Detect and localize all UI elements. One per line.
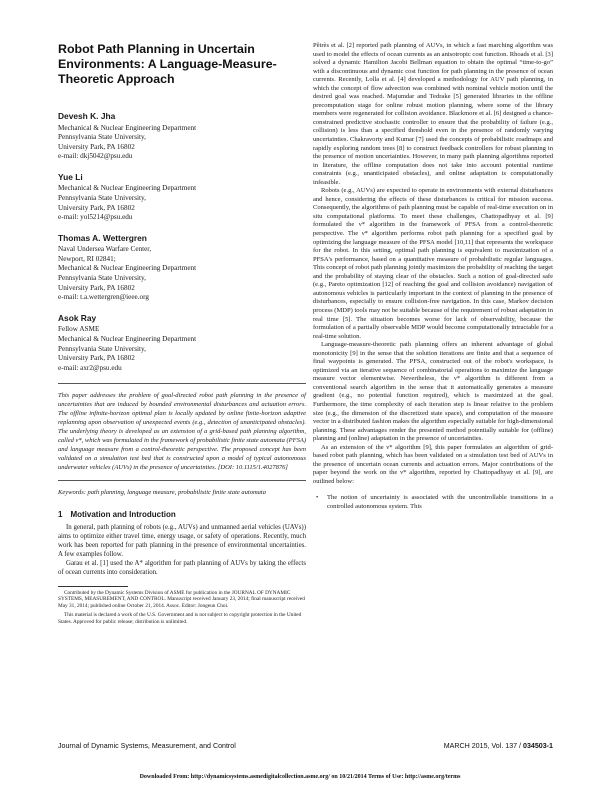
abstract: This paper addresses the problem of goal-directed robot path planning in the presence of uncertainties that are induced by bounded environmental disturbances and actuation errors. The offline infinite-horizon optimal plan is locally updated by online finite-horizon adaptive replanning upon observation of unexpected events (e.g., detection of unanticipated obstacles). The underlying theory is developed as an extension of a grid-based path planning algorithm, called ν*, which was formulated in the framework of probabilistic finite state automata (PFSA) and language measure from a control-theoretic perspective. The proposed concept has been validated on a simulation test bed that is constructed upon a model of typical autonomous underwater vehicles (AUVs) in the presence of uncertainties. [DOI: 10.1115/1.4027876] <box>58 392 306 471</box>
divider <box>58 480 306 481</box>
author-email: e-mail: axr2@psu.edu <box>58 363 122 372</box>
affiliation-line: University Park, PA 16802 <box>58 283 135 292</box>
section-heading <box>58 510 306 519</box>
affiliation-line: Pennsylvania State University, <box>58 133 146 142</box>
affiliation-line: Mechanical & Nuclear Engineering Department <box>58 123 197 132</box>
right-column <box>313 42 553 512</box>
author-name: Thomas A. Wettergren <box>58 232 147 243</box>
left-column <box>58 42 306 627</box>
affiliation-line: Mechanical & Nuclear Engineering Department <box>58 184 197 193</box>
affiliation-line: Naval Undersea Warfare Center, <box>58 245 152 254</box>
body-paragraph: As an extension of the ν* algorithm [9], this paper formulates an algorithm of grid-based robot path planning, which has been validated on a simulation test bed of AUVs in the presence of uncertain ocean currents and actuation errors. Major contributions of the paper beyond the work on the ν* algorithm, reported by Chattopadhyay et al. [9], are outlined below: <box>313 443 553 485</box>
author-block <box>58 172 306 223</box>
footnote: Contributed by the Dynamic Systems Division of ASME for publication in the JOURNAL OF DYNAMIC SYSTEMS, MEASUREMENT, AND CONTROL. Manuscript received January 23, 2014; final manuscript received May 31, 2014; published online October 21, 2014. Assoc. Editor: Jongeun Choi. <box>58 589 305 610</box>
page-id: 034503-1 <box>523 742 553 750</box>
affiliation-line: Mechanical & Nuclear Engineering Department <box>58 334 197 343</box>
body-paragraph: Robots (e.g., AUVs) are expected to operate in environments with external disturbances and hence, considering the effects of these disturbances is critical for mission success. Consequently, the algorithms of path planning must be capable of real-time execution on in situ computational platforms. To meet these challenges, Chattopadhyay et al. [9] formulated the ν* algorithm in the framework of PFSA from a control-theoretic perspective. The ν* algorithm performs robot path planning for a specified goal by optimizing the language measure of the PFSA model [10,11] that represents the workspace for the robot. In this setting, optimal path planning is equivalent to maximization of a PFSA's performance, based on a quantitative measure of probabilistic regular languages. This concept of robot path planning jointly maximizes the probability of reaching the target and the probability of staying clear of the obstacles. Such a notion of goal-directed safe (e.g., Pareto optimization [12] of reaching the goal and collision avoidance) navigation of autonomous vehicles is particularly important in the context of planning in the presence of disturbances, especially to ensure collision-free navigation. In this case, Markov decision process (MDP) tools may not be suitable because of the requirement of robust adaptation in real time [5]. The situation becomes worse for lack of observability, because the formulation of a partially observable MDP would become computationally intractable for a real-time solution. <box>313 187 553 340</box>
section-number: 1 <box>58 510 63 520</box>
issue-text: MARCH 2015, Vol. 137 / <box>443 742 524 750</box>
paper-title: Robot Path Planning in Uncertain Environments: A Language-Measure-Theoretic Approach <box>58 42 277 86</box>
bullet-text: The notion of uncertainty is associated with the uncontrollable transitions in a controlled autonomous system. This <box>327 494 553 510</box>
author-block <box>58 233 306 303</box>
body-paragraph: Language-measure-theoretic path planning offers an inherent advantage of global monotonicity [9] in the sense that the solution iterations are finite and that a sequence of final waypoints is generated. The PFSA, constructed out of the robot's workspace, is optimized via an iterative sequence of combinatorial operations to maximize the language measure vector elementwise. Nevertheless, the ν* algorithm is different from a conventional search algorithm in the sense that it automatically generates a measure gradient (e.g., no potential function required), which is maximized at the goal. Furthermore, the time complexity of each iteration step is linear relative to the problem size (e.g., the dimension of the discretized state space), and computation of the measure vector in a distributed fashion makes the algorithm especially suitable for high-dimensional planning. These advantages render the presented method potentially suitable for (offline) planning and (online) adaptation in the presence of uncertainties. <box>313 341 553 443</box>
author-email: e-mail: dkj5042@psu.edu <box>58 152 133 161</box>
bullet-item <box>313 494 553 511</box>
divider <box>58 383 306 384</box>
affiliation-line: Pennsylvania State University, <box>58 193 146 202</box>
footnote-divider <box>58 586 128 587</box>
affiliation-line: Pennsylvania State University, <box>58 274 146 283</box>
author-email: e-mail: yol5214@psu.edu <box>58 213 133 222</box>
issue-info <box>444 742 553 750</box>
journal-name: Journal of Dynamic Systems, Measurement, and Control <box>58 742 236 750</box>
affiliation-line: University Park, PA 16802 <box>58 354 135 363</box>
body-paragraph: In general, path planning of robots (e.g., AUVs) and unmanned aerial vehicles (UAVs)) aims to optimize either travel time, energy usage, or safety of operations. Recently, much work has been reported for path planning in the presence of environmental uncertainties. A few examples follow. <box>58 524 306 559</box>
author-block <box>58 111 306 162</box>
affiliation-line: University Park, PA 16802 <box>58 203 135 212</box>
author-block <box>58 313 306 373</box>
download-notice: Downloaded From: http://dynamicsystems.asmedigitalcollection.asme.org/ on 10/21/2014 Terms of Use: http://asme.org/terms <box>139 774 461 780</box>
section-title: Motivation and Introduction <box>70 510 176 520</box>
body-paragraph: Pêtrès et al. [2] reported path planning of AUVs, in which a fast marching algorithm was used to model the effects of ocean currents as an anisotropic cost function. Rhoads et al. [3] solved a dynamic Hamilton Jacobi Bellman equation to obtain the optimal “time-to-go” with a discontinuous and dynamic cost function for path planning in the presence of ocean currents. Recently, Lolla et al. [4] developed a methodology for AUV path planning, in which the concept of flow advection was combined with nominal vehicle motion until the desired goal was reached. Majumdar and Tedrake [5] generated libraries in the offline precomputation stage for online robust motion planning, where some of the library members were regenerated for collision avoidance. Blackmore et al. [6] designed a chance-constrained predictive stochastic controller to ensure that the probability of failure (e.g., collision) is less than a specified threshold even in the presence of randomly varying uncertainties. Chakravorty and Kumar [7] used the concepts of probabilistic roadmaps and rapidly exploring random trees [8] to construct feedback controllers for robust planning in the presence of motion uncertainties. However, in many path planning algorithms reported in literature, the offline computation does not take into account potential runtime constraints (e.g., unanticipated obstacles), and online adaptation is computationally infeasible. <box>313 42 553 186</box>
footnote: This material is declared a work of the U.S. Government and is not subject to copyright protection in the United States. Approved for public release; distribution is unlimited. <box>58 611 302 625</box>
affiliation-line: Pennsylvania State University, <box>58 344 146 353</box>
author-name: Asok Ray <box>58 312 97 323</box>
author-name: Yue Li <box>58 171 83 182</box>
affiliation-line: University Park, PA 16802 <box>58 142 135 151</box>
author-list <box>58 111 306 373</box>
body-paragraph: Garau et al. [1] used the A* algorithm for path planning of AUVs by taking the effects of ocean currents into consideration. <box>58 559 306 576</box>
author-title: Fellow ASME <box>58 325 100 334</box>
affiliation-line: Mechanical & Nuclear Engineering Department <box>58 264 197 273</box>
author-email: e-mail: t.a.wettergren@ieee.org <box>58 293 149 302</box>
keywords: Keywords: path planning, language measure, probabilistic finite state automata <box>58 489 266 497</box>
author-name: Devesh K. Jha <box>58 111 116 121</box>
bullet-icon: • <box>316 494 319 502</box>
affiliation-line: Newport, RI 02841; <box>58 254 116 263</box>
